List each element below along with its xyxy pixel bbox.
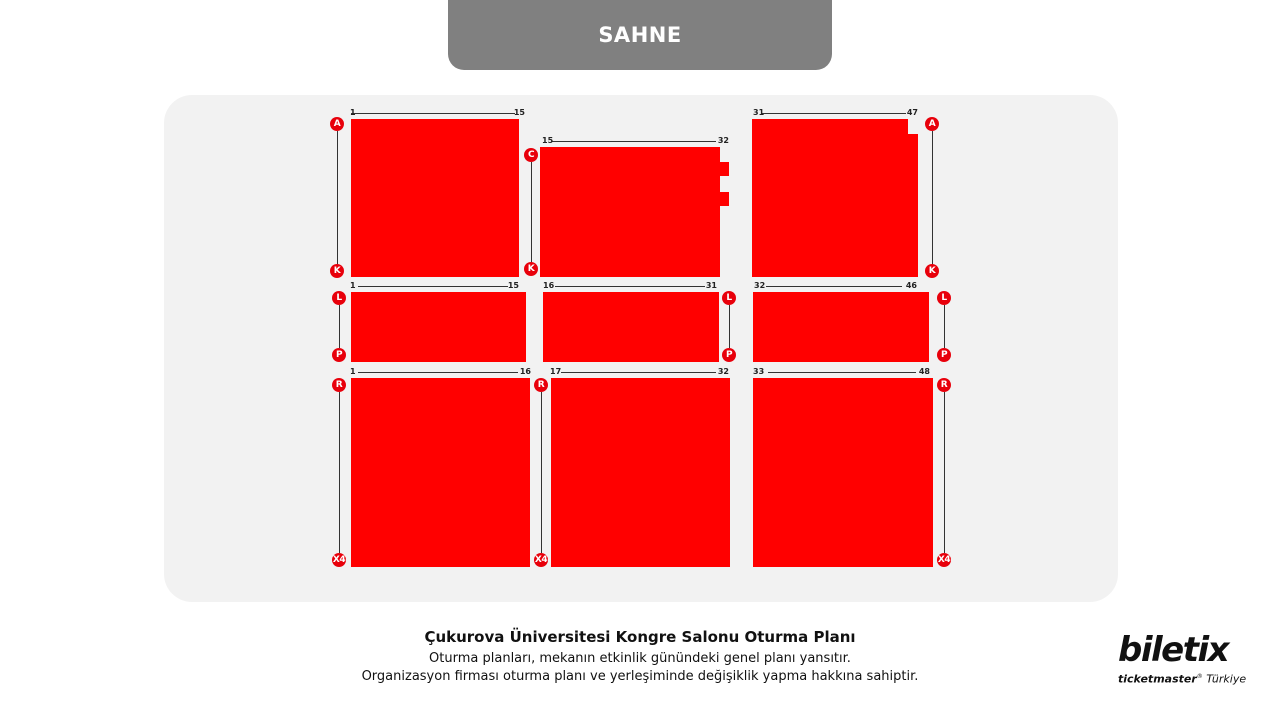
plan-title: Çukurova Üniversitesi Kongre Salonu Oturma Planı: [424, 628, 856, 646]
stage: [448, 0, 832, 70]
row-end-marker: X4: [332, 555, 346, 565]
seat-end-label: 47: [906, 108, 918, 117]
stage-label: SAHNE: [598, 23, 682, 47]
row-range-line: [729, 305, 730, 348]
biletix-logo: [1112, 630, 1247, 690]
row-end-marker: P: [722, 348, 736, 362]
seat-range-line: [351, 113, 515, 114]
row-range-line: [337, 131, 338, 265]
row-end-marker: X4: [937, 555, 951, 565]
seat-range-line: [561, 372, 716, 373]
logo-brand: biletix: [1118, 630, 1229, 670]
seat-start-label: 15: [542, 136, 554, 145]
seating-block-top-left[interactable]: [351, 119, 519, 277]
seat-end-label: 15: [513, 108, 525, 117]
row-start-marker: L: [722, 291, 736, 305]
seating-block-top-right[interactable]: [752, 119, 919, 277]
seating-block-middle-center[interactable]: [543, 292, 719, 362]
logo-country: Türkiye: [1206, 672, 1247, 686]
row-start-marker: L: [332, 291, 346, 305]
row-start-marker: A: [925, 117, 939, 131]
seat-range-line: [555, 286, 705, 287]
seat-start-label: 31: [753, 108, 765, 117]
seat-range-line: [358, 286, 508, 287]
seat-range-line: [762, 113, 906, 114]
seat-range-line: [358, 372, 518, 373]
seating-block-top-center[interactable]: [540, 147, 730, 277]
seat-start-label: 32: [754, 281, 766, 290]
seat-end-label: 31: [705, 281, 717, 290]
row-start-marker: R: [332, 378, 346, 392]
row-range-line: [944, 305, 945, 348]
seat-start-label: 33: [753, 367, 765, 376]
seat-range-line: [766, 286, 902, 287]
row-end-marker: X4: [534, 555, 548, 565]
plan-note-2: Organizasyon firması oturma planı ve yerleşiminde değişiklik yapma hakkına sahiptir.: [361, 669, 919, 684]
row-range-line: [932, 131, 933, 265]
row-end-marker: K: [925, 264, 939, 278]
row-end-marker: P: [332, 348, 346, 362]
row-start-marker: R: [534, 378, 548, 392]
row-start-marker: L: [937, 291, 951, 305]
seat-end-label: 16: [519, 367, 531, 376]
seat-start-label: 16: [543, 281, 555, 290]
row-start-marker: R: [937, 378, 951, 392]
row-range-line: [531, 162, 532, 265]
row-range-line: [944, 392, 945, 553]
seat-start-label: 17: [550, 367, 562, 376]
plan-note-1: Oturma planları, mekanın etkinlik günündeki genel planı yansıtır.: [429, 651, 851, 666]
row-start-marker: A: [330, 117, 344, 131]
logo-sub-brand: ticketmaster: [1118, 672, 1197, 686]
seat-start-label: 1: [350, 281, 356, 290]
logo-reg-mark: ®: [1196, 673, 1203, 680]
seating-block-bottom-right[interactable]: [753, 378, 933, 567]
row-range-line: [339, 392, 340, 553]
seat-end-label: 48: [918, 367, 930, 376]
logo-sub: [1118, 670, 1246, 686]
seating-block-bottom-left[interactable]: [351, 378, 530, 567]
seat-end-label: 32: [717, 367, 729, 376]
row-end-marker: K: [330, 264, 344, 278]
row-end-marker: K: [524, 262, 538, 276]
seat-end-label: 46: [905, 281, 917, 290]
row-start-marker: C: [524, 148, 538, 162]
seat-start-label: 1: [350, 367, 356, 376]
seating-block-middle-left[interactable]: [351, 292, 526, 362]
row-range-line: [339, 305, 340, 348]
seat-end-label: 32: [717, 136, 729, 145]
seat-end-label: 15: [507, 281, 519, 290]
row-range-line: [541, 392, 542, 553]
seating-block-middle-right[interactable]: [753, 292, 929, 362]
seating-block-bottom-center[interactable]: [551, 378, 730, 567]
seat-range-line: [552, 141, 716, 142]
row-end-marker: P: [937, 348, 951, 362]
seat-range-line: [768, 372, 916, 373]
seat-start-label: 1: [350, 108, 356, 117]
